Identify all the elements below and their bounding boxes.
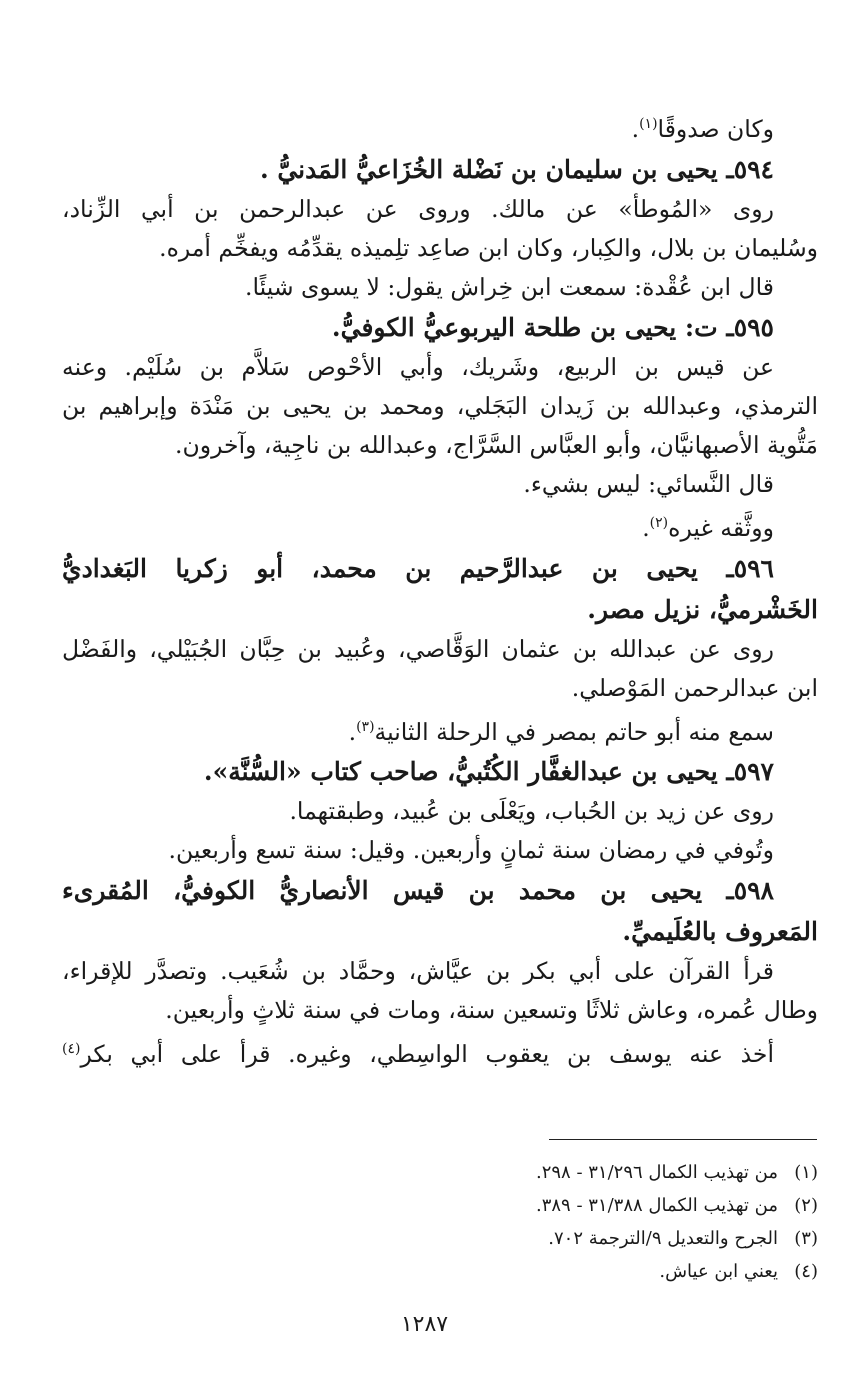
line-text: ٥٩٥ـ ت: يحيى بن طلحة اليربوعيُّ الكوفيُّ. [331, 312, 774, 342]
footnote-text: من تهذيب الكمال ٣١/٢٩٦ - ٢٩٨. [535, 1162, 778, 1183]
line-tail: . [642, 513, 650, 542]
text-line [62, 952, 818, 991]
line-text: مَتُّوية الأصبهانيَّان، وأبو العبَّاس السَّرَّاج، وعبدالله بن ناجِية، وآخرون. [175, 430, 818, 459]
text-line [62, 426, 818, 465]
footnote-number: (٢) [794, 1195, 818, 1216]
text-line [62, 465, 818, 504]
line-text: سمع منه أبو حاتم بمصر في الرحلة الثانية [374, 717, 774, 746]
footnote-number: (٣) [794, 1228, 818, 1249]
text-line [62, 911, 818, 952]
text-line [62, 190, 818, 229]
footnote-text: من تهذيب الكمال ٣١/٣٨٨ - ٣٨٩. [535, 1195, 778, 1216]
page-number: ١٢٨٧ [400, 1312, 449, 1337]
line-text: ٥٩٧ـ يحيى بن عبدالغفَّار الكُتُبيُّ، صاحب كتاب «السُّنَّة». [203, 757, 774, 787]
line-text: قرأ القرآن على أبي بكر بن عيَّاش، وحمَّاد بن شُعَيب. وتصدَّر للإقراء، [62, 957, 774, 986]
line-text: عن قيس بن الربيع، وشَريك، وأبي الأحْوص سَلاَّم بن سُلَيْم. وعنه [62, 352, 774, 381]
line-text: الخَشْرميُّ، نزيل مصر. [587, 594, 818, 624]
footnote [300, 1255, 818, 1288]
line-text: روى «المُوطأ» عن مالك. وروى عن عبدالرحمن بن أبي الزِّناد، [62, 194, 774, 223]
text-line [62, 504, 818, 548]
text-line [62, 792, 818, 831]
footnote-text: يعني ابن عياش. [659, 1261, 778, 1282]
text-line [62, 307, 818, 348]
text-line [62, 708, 818, 752]
footnote [300, 1189, 818, 1222]
line-text: وتُوفي في رمضان سنة ثمانٍ وأربعين. وقيل: سنة تسع وأربعين. [168, 836, 774, 865]
footnote-text: الجرح والتعديل ٩/الترجمة ٧٠٢. [548, 1228, 778, 1249]
text-line [62, 991, 818, 1030]
line-text: وكان صدوقًا [657, 114, 774, 143]
line-text: ووثَّقه غيره [668, 513, 774, 542]
text-line [62, 589, 818, 630]
footnote-number: (١) [794, 1162, 818, 1183]
text-line [62, 669, 818, 708]
text-line [62, 149, 818, 190]
line-text: روى عن عبدالله بن عثمان الوَقَّاصي، وعُبيد بن حِبَّان الجُبَيْلي، والفَضْل [62, 634, 774, 663]
line-text: قال ابن عُقْدة: سمعت ابن خِراش يقول: لا يسوى شيئًا. [245, 272, 774, 301]
line-tail: . [348, 717, 357, 746]
footnote-marker: (٤) [62, 1041, 81, 1058]
footnote-separator [549, 1139, 817, 1140]
text-line [62, 105, 818, 149]
footnote-marker: (٣) [356, 718, 375, 735]
text-line [62, 751, 818, 792]
line-text: ٥٩٤ـ يحيى بن سليمان بن نَضْلة الخُزَاعيُّ المَدنيُّ . [259, 154, 774, 184]
footnote-number: (٤) [794, 1261, 818, 1282]
line-text: ٥٩٨ـ يحيى بن محمد بن قيس الأنصاريُّ الكوفيُّ، المُقرىء [62, 876, 774, 906]
line-text: قال النَّسائي: ليس بشيء. [523, 469, 774, 498]
line-text: أخذ عنه يوسف بن يعقوب الواسِطي، وغيره. قرأ على أبي بكر [80, 1040, 774, 1069]
line-text: روى عن زيد بن الحُباب، ويَعْلَى بن عُبيد، وطبقتهما. [289, 797, 774, 826]
text-line [62, 268, 818, 307]
text-line [62, 630, 818, 669]
line-text: وسُليمان بن بلال، والكِبار، وكان ابن صاعِد تلِميذه يقدِّمُه ويفخِّم أمره. [159, 233, 818, 262]
footnote [300, 1156, 818, 1189]
text-line [62, 229, 818, 268]
text-line [62, 1030, 818, 1074]
footnote-marker: (١) [639, 116, 658, 132]
footnote [300, 1222, 818, 1255]
footnotes [300, 1156, 818, 1288]
text-line [62, 548, 818, 589]
line-text: ابن عبدالرحمن المَوْصلي. [571, 673, 818, 702]
line-text: وطال عُمره، وعاش ثلاثًا وتسعين سنة، ومات في سنة ثلاثٍ وأربعين. [165, 996, 818, 1025]
line-text: ٥٩٦ـ يحيى بن عبدالرَّحيم بن محمد، أبو زكريا البَغداديُّ [62, 553, 774, 583]
text-line [62, 831, 818, 870]
footnote-marker: (٢) [649, 514, 669, 531]
line-tail: . [631, 114, 640, 143]
text-line [62, 870, 818, 911]
main-text [62, 105, 818, 1074]
line-text: المَعروف بالعُلَيميِّ. [622, 917, 818, 947]
text-line [62, 387, 818, 426]
line-text: الترمذي، وعبدالله بن زَيدان البَجَلي، ومحمد بن يحيى بن مَنْدَة وإبراهيم بن [62, 391, 818, 420]
text-line [62, 348, 818, 387]
